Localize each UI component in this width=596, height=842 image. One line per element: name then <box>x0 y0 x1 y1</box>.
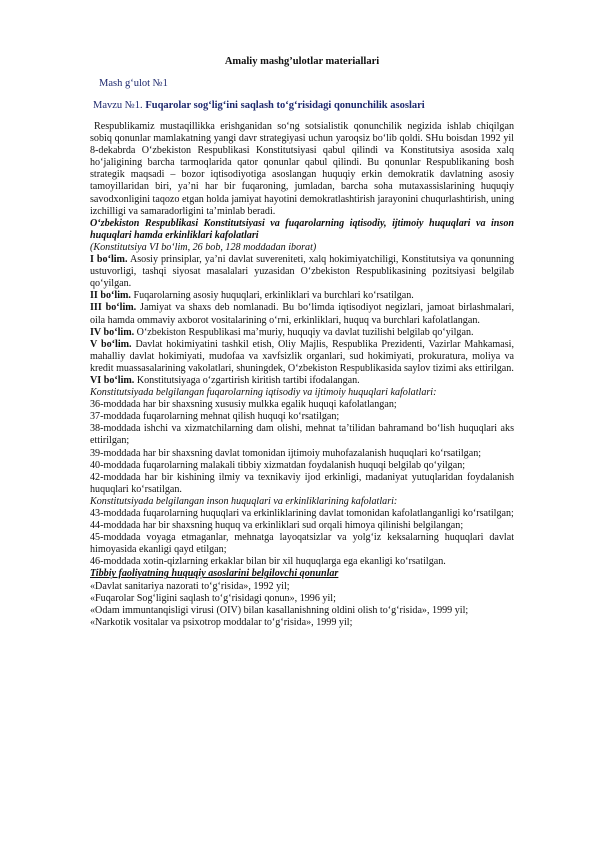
article-line: 42-moddada har bir kishining ilmiy va texnikaviy ijod erkinligi, madaniyat yutuqlaridan foydalanish huquqlari ko‘rsatilgan. <box>90 471 514 495</box>
section-paragraph <box>90 327 514 339</box>
document-page <box>90 56 514 629</box>
article-line: 44-moddada har bir shaxsning huquq va erkinliklari sud orqali himoya qilinishi belgilangan; <box>90 520 464 532</box>
topic-label: Mavzu №1. <box>93 100 146 111</box>
lesson-number: Mash g‘ulot №1 <box>99 78 168 89</box>
section-text: Davlat hokimiyatini tashkil etish, Oliy Majlis, Respublika Prezidenti, Vazirlar Mahkamasi, mahalliy davlat hokimiyati, mudofaa va xavfsizlik organlari, sud hokimiyati, prokuratura, moliya va kredit muassasalarining vakolatlari, shuningdek, O‘zbekiston Respublikasida saylov tizimi aks ettirilgan. <box>90 338 514 374</box>
section-label: V bo‘lim. <box>90 338 132 350</box>
article-line: 46-moddada xotin-qizlarning erkaklar bilan bir xil huquqlarga ega ekanligi ko‘rsatilgan. <box>90 556 446 568</box>
section-text: Fuqarolarning asosiy huquqlari, erkinliklari va burchlari ko‘rsatilgan. <box>130 290 414 302</box>
page-title: Amaliy mashg’ulotlar materiallari <box>224 56 380 67</box>
section-paragraph <box>90 375 514 387</box>
topic-line <box>93 100 514 111</box>
article-line: 38-moddada ishchi va xizmatchilarning dam olishi, mehnat ta’tilidan bahramand bo‘lish huquqlari aks ettirilgan; <box>90 423 514 447</box>
law-line: «Fuqarolar Sog‘ligini saqlash to‘g‘risidagi qonun», 1996 yil; <box>90 592 336 604</box>
article-line: 37-moddada fuqarolarning mehnat qilish huquqi ko‘rsatilgan; <box>90 411 340 423</box>
constitution-heading: O‘zbekiston Respublikasi Konstitutsiyasi va fuqarolarning iqtisodiy, ijtimoiy huquqlari va inson huquqlari hamda erkinliklari kafolatlari <box>90 217 514 241</box>
section-text: Konstitutsiyaga o‘zgartirish kiritish tartibi ifodalangan. <box>134 374 360 386</box>
constitution-note: (Konstitutsiya VI bo‘lim, 26 bob, 128 moddadan iborat) <box>90 241 317 253</box>
section-label: VI bo‘lim. <box>90 374 135 386</box>
article-line: 45-moddada voyaga etmaganlar, mehnatga layoqatsizlar va yolg‘iz keksalarning huquqlari davlat himoyasida ekanligi qayd etilgan; <box>90 532 514 556</box>
topic-text: Fuqarolar sog‘lig‘ini saqlash to‘g‘risidagi qonunchilik asoslari <box>145 100 425 111</box>
document-body <box>90 121 514 629</box>
law-line: «Odam immuntanqisligi virusi (OIV) bilan kasallanishning oldini olish to‘g‘risida», 1999 yil; <box>90 604 469 616</box>
section-paragraph <box>90 254 514 290</box>
article-line: 43-moddada fuqarolarning huquqlari va erkinliklarining davlat tomonidan kafolatlanganligi ko‘rsatilgan; <box>90 508 514 519</box>
section-paragraph <box>90 339 514 375</box>
economic-rights-heading: Konstitutsiyada belgilangan fuqarolarning iqtisodiy va ijtimoiy huquqlari kafolatlari: <box>90 387 437 399</box>
intro-paragraph: Respublikamiz mustaqillikka erishganidan so‘ng sotsialistik qonunchilik negizida ishlab chiqilgan sobiq qonunlar mamlakatning yangi davr strategiyasi uchun yaroqsiz bo‘lib qoldi. SHu boisdan 1992 yil 8-dekabrda O‘zbekiston Respublikasi Konstitutsiyasi qabul qilindi va Konstitutsiya asosida xalq ho‘jaligining barcha tarmoqlarida qator qonunlar qabul qilindi. Bu qonunlar Respublikaning bosh strategik maqsadi – bozor iqtisodiyotiga asoslangan huquqiy erkin demokratik davlatning asosiy tamoyillaridan biri, ya’ni har bir fuqaroning, jumladan, barcha soha mutaxassislarining huquqiy savodxonligini taqozo etgan holda jamiyat hayotini demokratlashtirish jarayonini chuqurlashtirish, uning izchilligi va samaradorligini ta’minlab beradi. <box>90 121 514 217</box>
law-line: «Davlat sanitariya nazorati to‘g‘risida», 1992 yil; <box>90 580 290 592</box>
law-line: «Narkotik vositalar va psixotrop moddalar to‘g‘risida», 1999 yil; <box>90 616 353 628</box>
section-label: I bo‘lim. <box>90 254 128 266</box>
section-label: III bo‘lim. <box>90 302 137 314</box>
section-text: Jamiyat va shaxs deb nomlanadi. Bu bo‘limda iqtisodiyot negizlari, jamoat birlashmalari, oila hamda ommaviy axborot vositalarining o‘rni, erkinliklari, huquq va burchlari kafolatlangan. <box>90 302 515 326</box>
section-paragraph <box>90 302 514 326</box>
laws-heading: Tibbiy faoliyatning huquqiy asoslarini belgilovchi qonunlar <box>90 568 339 580</box>
section-label: II bo‘lim. <box>90 290 131 302</box>
article-line: 36-moddada har bir shaxsning xususiy mulkka egalik huquqi kafolatlangan; <box>90 399 397 411</box>
section-label: IV bo‘lim. <box>90 326 135 338</box>
article-line: 40-moddada fuqarolarning malakali tibbiy xizmatdan foydalanish huquqi belgilab qo‘yilgan; <box>90 459 466 471</box>
section-paragraph <box>90 290 514 302</box>
section-text: O‘zbekiston Respublikasi ma’muriy, huquqiy va davlat tuzilishi belgilab qo‘yilgan. <box>134 326 474 338</box>
section-text: Asosiy prinsiplar, ya’ni davlat suvereniteti, xalq hokimiyatchiligi, Konstitutsiya va qonunning ustuvorligi, tashqi siyosat masalalari yuzasidan O‘zbekiston Respublikasining pozitsiyasi belgilab qo‘yilgan. <box>90 254 514 290</box>
human-rights-heading: Konstitutsiyada belgilangan inson huquqlari va erkinliklarining kafolatlari: <box>90 495 398 507</box>
article-line: 39-moddada har bir shaxsning davlat tomonidan ijtimoiy muhofazalanish huquqlari ko‘rsatilgan; <box>90 447 482 459</box>
